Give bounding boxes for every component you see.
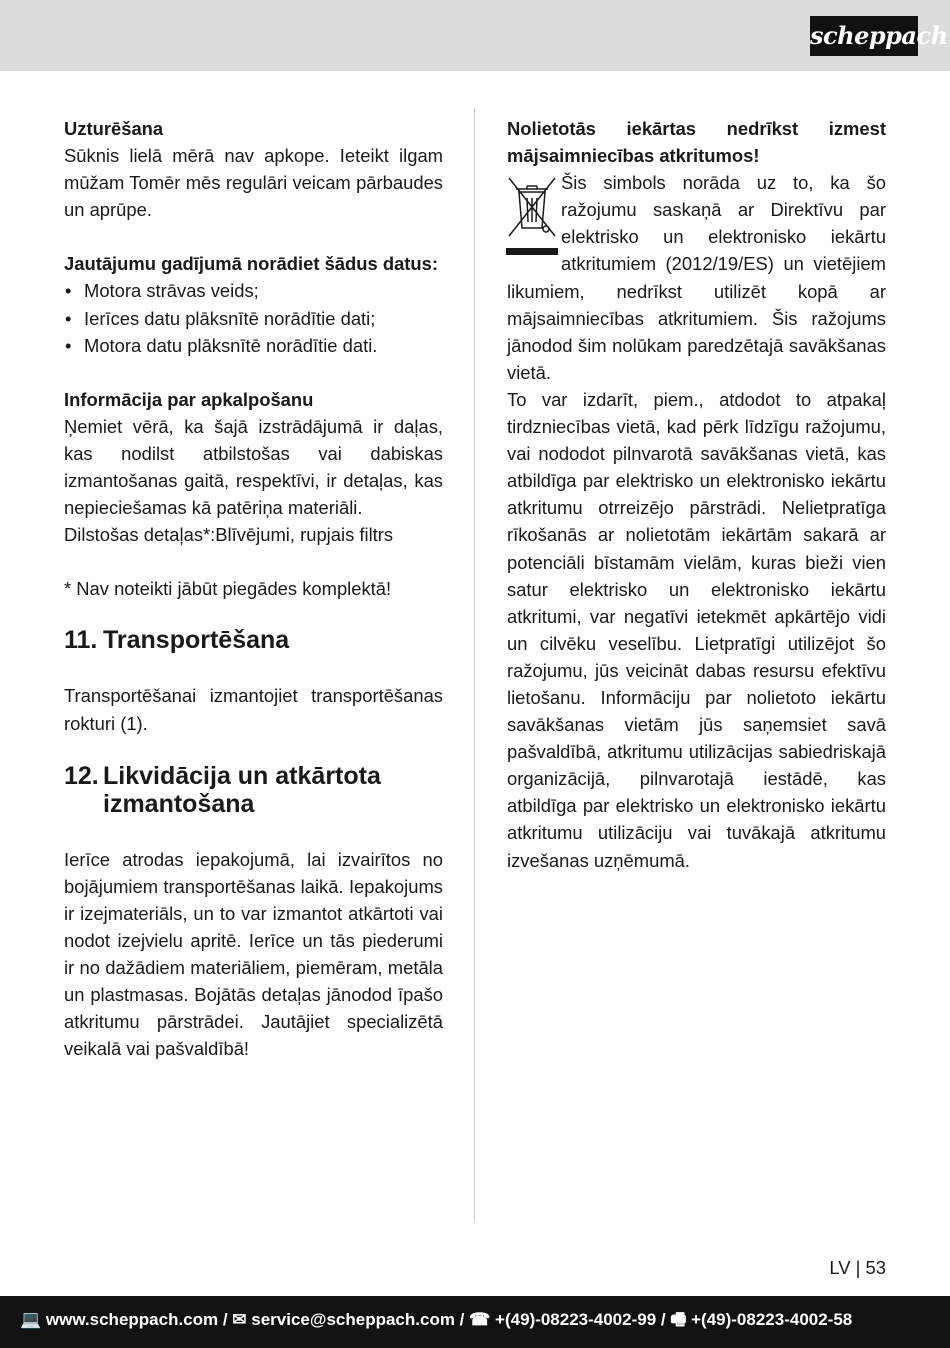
weee-symbol-paragraph: Šis simbols norāda uz to, ka šo ražojumu saskaņā ar Direktīvu par elektrisko un elektronisko iekārtu atkritumiem (2012/19/ES) un vietējiem likumiem, nedrīkst utilizēt kopā ar mājsaimniecības atkritumiem. Šis ražojums jānodod šim nolūkam paredzētajā savākšanas vietā.: [507, 172, 886, 383]
list-item: • Ierīces datu plāksnītē norādītie dati;: [64, 305, 443, 332]
contact-line: 💻 www.scheppach.com / ✉ service@scheppach.com / ☎ +(49)-08223-4002-99 / 🖷 +(49)-08223-4002-58: [20, 1310, 853, 1329]
list-item: • Motora datu plāksnītē norādītie dati.: [64, 332, 443, 359]
section-11-heading: [64, 626, 443, 654]
section-11-paragraph: Transportēšanai izmantojiet transportēšanas rokturi (1).: [64, 685, 443, 734]
right-column: [507, 115, 886, 874]
questions-list: [64, 277, 443, 358]
section-12-paragraph: Ierīce atrodas iepakojumā, lai izvairītos no bojājumiem transportēšanas laikā. Iepakojums ir izejmateriāls, un to var izmantot atkārtoti vai nodot izejvielu apritē. Ierīce un tās piederumi ir no dažādiem materiāliem, piemēram, metāla un plastmasas. Bojātās detaļas jānodod īpašo atkritumu pārstrādei. Jautājiet specializētā veikalā vai pašvaldībā!: [64, 848, 443, 1060]
section-number: 11.: [64, 626, 98, 655]
section-number: 12.: [64, 761, 99, 790]
crossed-bin-icon: [505, 172, 559, 256]
footer-bar: [0, 1296, 950, 1348]
service-paragraph: Ņemiet vērā, ka šajā izstrādājumā ir daļas, kas nodilst atbilstošas vai dabiskas izmantošanas gaitā, respektīvi, ir detaļas, kas nepieciešamas kā patēriņa materiāli.: [64, 415, 443, 519]
column-divider: [474, 108, 475, 1222]
questions-heading: Jautājumu gadījumā norādiet šādus datus:: [64, 253, 439, 275]
list-item: • Motora strāvas veids;: [64, 277, 443, 304]
page-number: LV | 53: [829, 1257, 886, 1278]
wear-parts-text: Dilstošas detaļas*:Blīvējumi, rupjais filtrs: [64, 524, 394, 546]
maintenance-paragraph: Sūknis lielā mērā nav apkope. Ieteikt ilgam mūžam Tomēr mēs regulāri veicam pārbaudes un aprūpe.: [64, 145, 443, 221]
footnote-text: * Nav noteikti jābūt piegādes komplektā!: [64, 578, 392, 600]
header-bar: [0, 0, 950, 71]
weee-warning-heading: Nolietotās iekārtas nedrīkst izmest mājsaimniecības atkritumos!: [507, 118, 886, 167]
scheppach-logo: scheppach: [810, 16, 918, 56]
section-12-heading: [64, 762, 443, 818]
section-title: Likvidācija un atkārtota izmantošana: [103, 761, 381, 818]
weee-return-paragraph: To var izdarīt, piem., atdodot to atpakaļ tirdzniecības vietā, kad pērk līdzīgu ražojumu, vai nododot pilnvarotā savākšanas vietā, kas atbildīga par elektrisko un elektronisko iekārtu atkritumu otrreizējo pārstrādi. Nelietpratīga rīkošanās ar nolietotām iekārtām sakarā ar potenciāli bīstamām vielām, kuras bieži vien satur elektrisko un elektronisko iekārtu atkritumi, var negatīvi ietekmēt apkārtējo vidi un cilvēku veselību. Lietpratīgi utilizējot šo ražojumu, jūs veicināt dabas resursu efektīvu lietošanu. Informāciju par nolietoto iekārtu savākšanas vietām jūs saņemsiet savā pašvaldībā, atkritumu utilizācijas sabiedriskajā organizācijā, pilnvarotajā iestādē, kas atbildīga par elektrisko un elektronisko iekārtu atkritumu utilizāciju vai tuvākajā atkritumu izvešanas uzņēmumā.: [507, 388, 886, 871]
service-heading: Informācija par apkalpošanu: [64, 388, 314, 410]
section-title: Transportēšana: [103, 626, 290, 655]
maintenance-heading: Uzturēšana: [64, 118, 164, 139]
left-column: [64, 115, 443, 1062]
